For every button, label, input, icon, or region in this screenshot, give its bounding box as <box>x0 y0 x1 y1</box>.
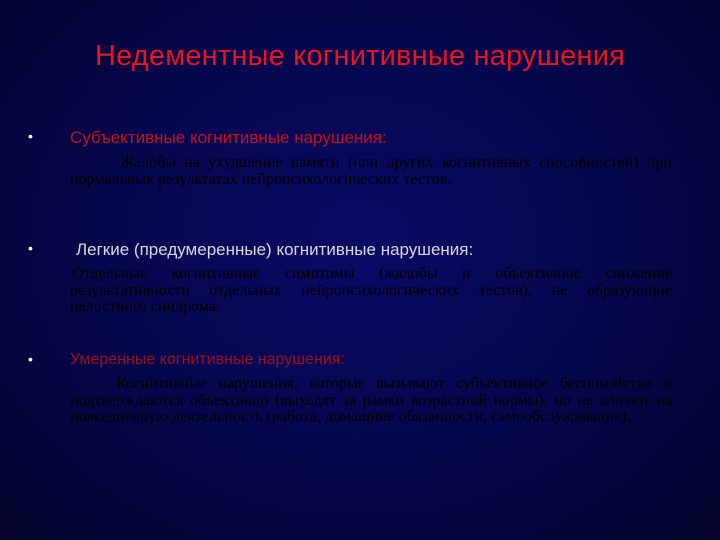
bullet-icon: • <box>28 351 33 367</box>
item-heading: Умеренные когнитивные нарушения: <box>70 351 345 368</box>
item-heading: Легкие (предумеренные) когнитивные нарушения: <box>76 240 474 259</box>
slide-title: Недементные когнитивные нарушения <box>94 40 626 72</box>
item-body <box>70 266 672 316</box>
bullet-icon: • <box>28 128 33 144</box>
item-body <box>70 376 672 426</box>
item-heading: Субъективные когнитивные нарушения: <box>70 128 387 147</box>
bullet-icon: • <box>28 240 33 256</box>
item-body <box>70 155 672 188</box>
item-body-text: Отдельные когнитивные симптомы (жалобы и объективное снижение результативности отдельных нейропсихологических тестов), не образующие целостного синдрома. <box>70 265 672 315</box>
item-body-text: Когнитивные нарушения, которые вызывают субъективное беспокойство и подтверждаются объективно (выходят за рамки возрастной нормы), но не влияют на повседневную деятельность (работа, домашние обязанности, самообслуживание). <box>70 375 672 425</box>
item-body-text: Жалобы на ухудшение памяти (или других когнитивных способностей) при нормальных результатах нейропсихологических тестов. <box>70 154 672 188</box>
